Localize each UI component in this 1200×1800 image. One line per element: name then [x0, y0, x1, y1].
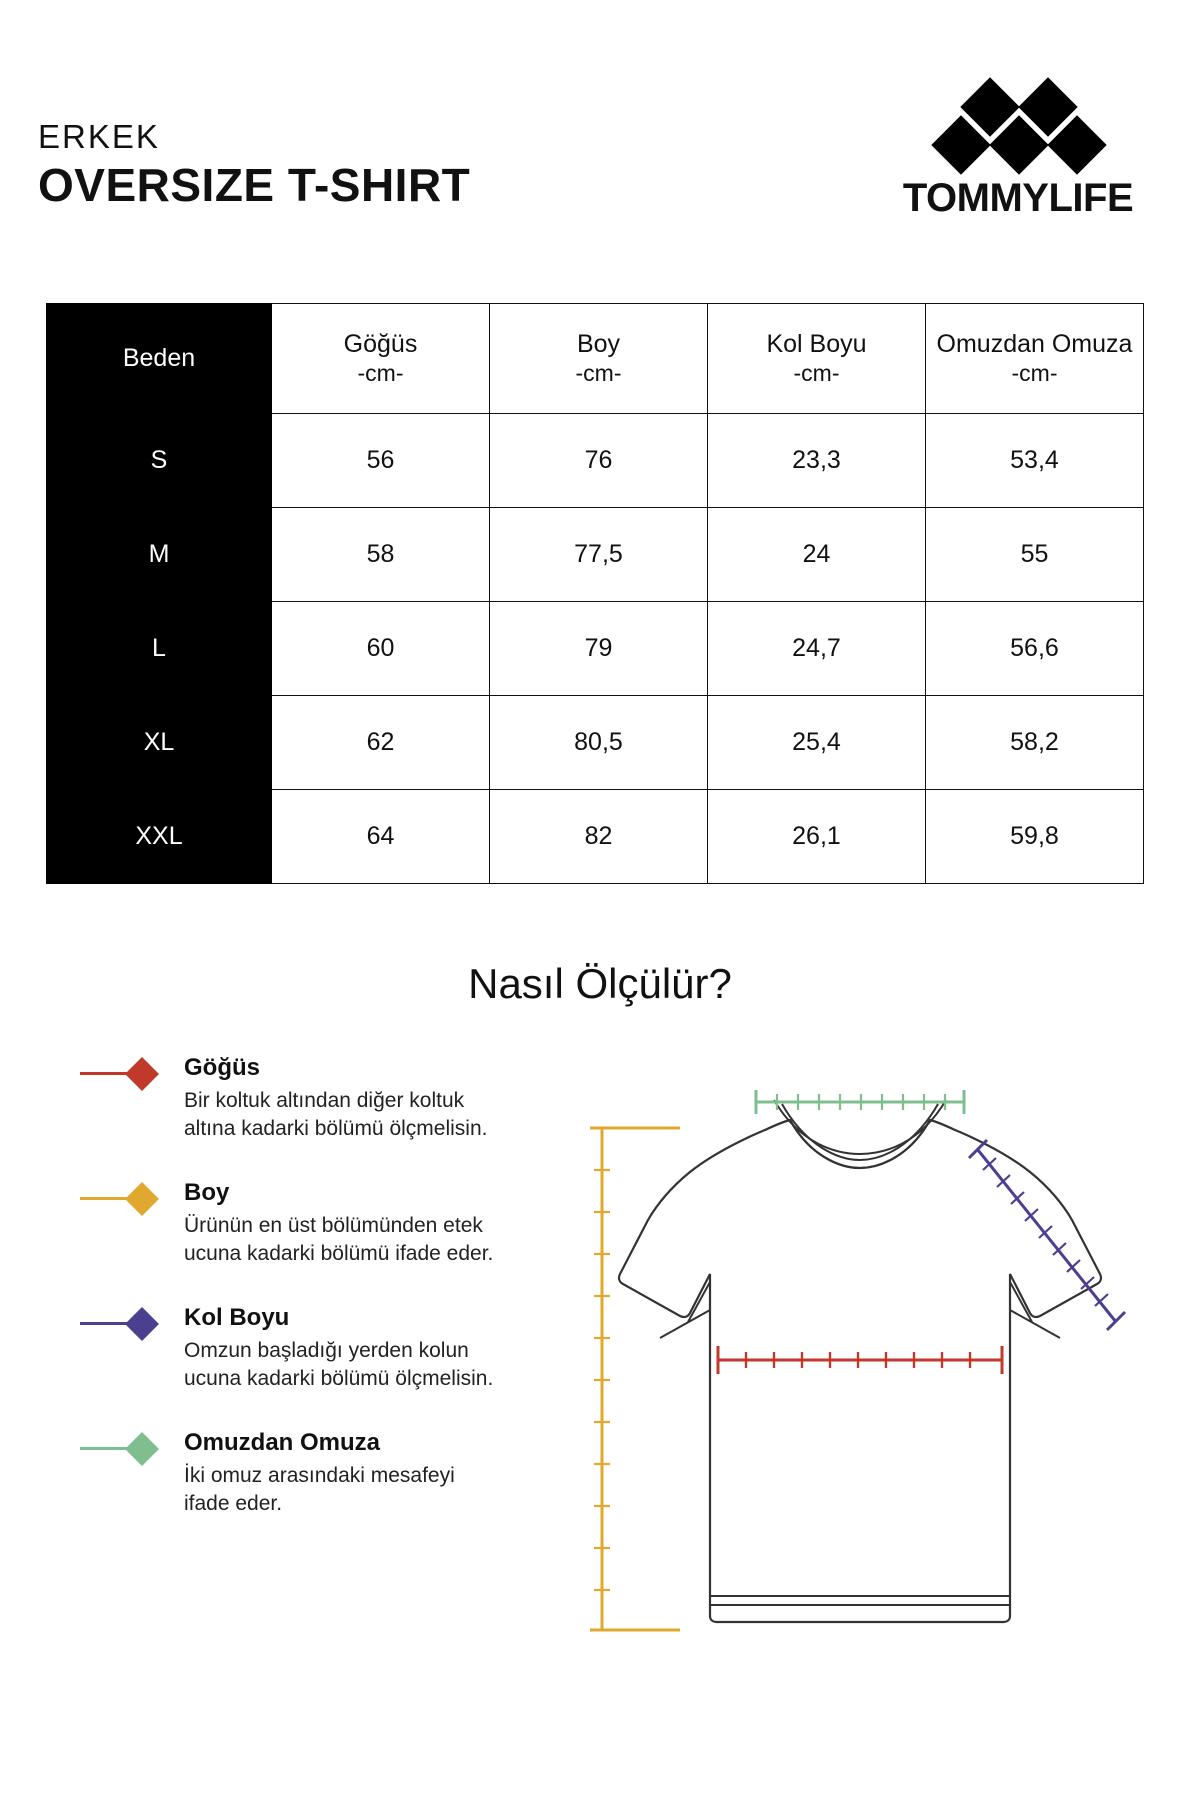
cell-gogus: 58 — [272, 508, 490, 602]
diamond-marker-icon — [80, 1186, 170, 1212]
diamond-logo-icon — [923, 82, 1113, 172]
table-row — [47, 790, 1144, 884]
table-row — [47, 602, 1144, 696]
legend-item-omuzdan-omuza — [80, 1430, 500, 1517]
cell-gogus: 56 — [272, 414, 490, 508]
table-header-unit: -cm- — [575, 359, 622, 386]
table-row — [47, 508, 1144, 602]
table-header-unit: -cm- — [1011, 359, 1058, 386]
cell-kol: 26,1 — [708, 790, 926, 884]
cell-kol: 24,7 — [708, 602, 926, 696]
cell-gogus: 64 — [272, 790, 490, 884]
cell-omuz: 55 — [926, 508, 1144, 602]
cell-omuz: 58,2 — [926, 696, 1144, 790]
cell-kol: 23,3 — [708, 414, 926, 508]
table-header-beden — [47, 304, 272, 414]
legend-description: Bir koltuk altından diğer koltuk altına kadarki bölümü ölçmelisin. — [184, 1089, 488, 1140]
diamond-marker-icon — [80, 1311, 170, 1337]
legend-title: Kol Boyu — [184, 1303, 290, 1331]
tshirt-outline — [619, 1120, 1101, 1622]
diamond-marker-icon — [80, 1061, 170, 1087]
table-header-boy — [490, 304, 708, 414]
table-header-label: Kol Boyu — [766, 330, 867, 359]
cell-omuz: 59,8 — [926, 790, 1144, 884]
brand-logo — [868, 82, 1168, 221]
cell-boy: 77,5 — [490, 508, 708, 602]
brand-logo-text: TOMMYLIFE — [902, 176, 1134, 220]
cell-boy: 76 — [490, 414, 708, 508]
legend-description: Omzun başladığı yerden kolun ucuna kadarki bölümü ölçmelisin. — [184, 1339, 494, 1390]
legend-description: Ürünün en üst bölümünden etek ucuna kadarki bölümü ifade eder. — [184, 1214, 494, 1265]
cell-size: XXL — [47, 790, 272, 884]
table-header-unit: -cm- — [357, 359, 404, 386]
legend-title: Göğüs — [184, 1054, 260, 1081]
measurement-legend — [80, 1055, 500, 1555]
cell-size: M — [47, 508, 272, 602]
cell-size: L — [47, 602, 272, 696]
tshirt-diagram — [560, 1060, 1160, 1700]
legend-description: İki omuz arasındaki mesafeyi ifade eder. — [184, 1464, 455, 1515]
shoulder-measure-line — [756, 1090, 964, 1114]
diamond-marker-icon — [80, 1436, 170, 1462]
table-header-label: Göğüs — [343, 330, 418, 359]
page-header — [38, 118, 1168, 220]
cell-kol: 25,4 — [708, 696, 926, 790]
legend-item-kol-boyu — [80, 1305, 500, 1392]
cell-omuz: 56,6 — [926, 602, 1144, 696]
cell-kol: 24 — [708, 508, 926, 602]
size-table — [46, 303, 1144, 884]
cell-size: S — [47, 414, 272, 508]
table-row — [47, 696, 1144, 790]
howto-title: Nasıl Ölçülür? — [468, 960, 732, 1007]
table-row — [47, 414, 1144, 508]
cell-boy: 82 — [490, 790, 708, 884]
cell-gogus: 62 — [272, 696, 490, 790]
table-header-kol-boyu — [708, 304, 926, 414]
cell-size: XL — [47, 696, 272, 790]
legend-item-gogus — [80, 1055, 500, 1142]
cell-boy: 79 — [490, 602, 708, 696]
table-header-label: Beden — [122, 343, 196, 372]
table-header-label: Omuzdan Omuza — [936, 330, 1133, 359]
table-header-unit: -cm- — [793, 359, 840, 386]
table-header-row — [47, 304, 1144, 414]
cell-omuz: 53,4 — [926, 414, 1144, 508]
table-header-omuzdan-omuza — [926, 304, 1144, 414]
legend-title: Boy — [184, 1178, 230, 1206]
legend-item-boy — [80, 1180, 500, 1267]
table-header-label: Boy — [576, 330, 621, 359]
cell-gogus: 60 — [272, 602, 490, 696]
page-eyebrow: ERKEK — [38, 118, 160, 155]
legend-title: Omuzdan Omuza — [184, 1428, 381, 1456]
table-header-gogus — [272, 304, 490, 414]
cell-boy: 80,5 — [490, 696, 708, 790]
page-title: OVERSIZE T-SHIRT — [38, 159, 471, 211]
